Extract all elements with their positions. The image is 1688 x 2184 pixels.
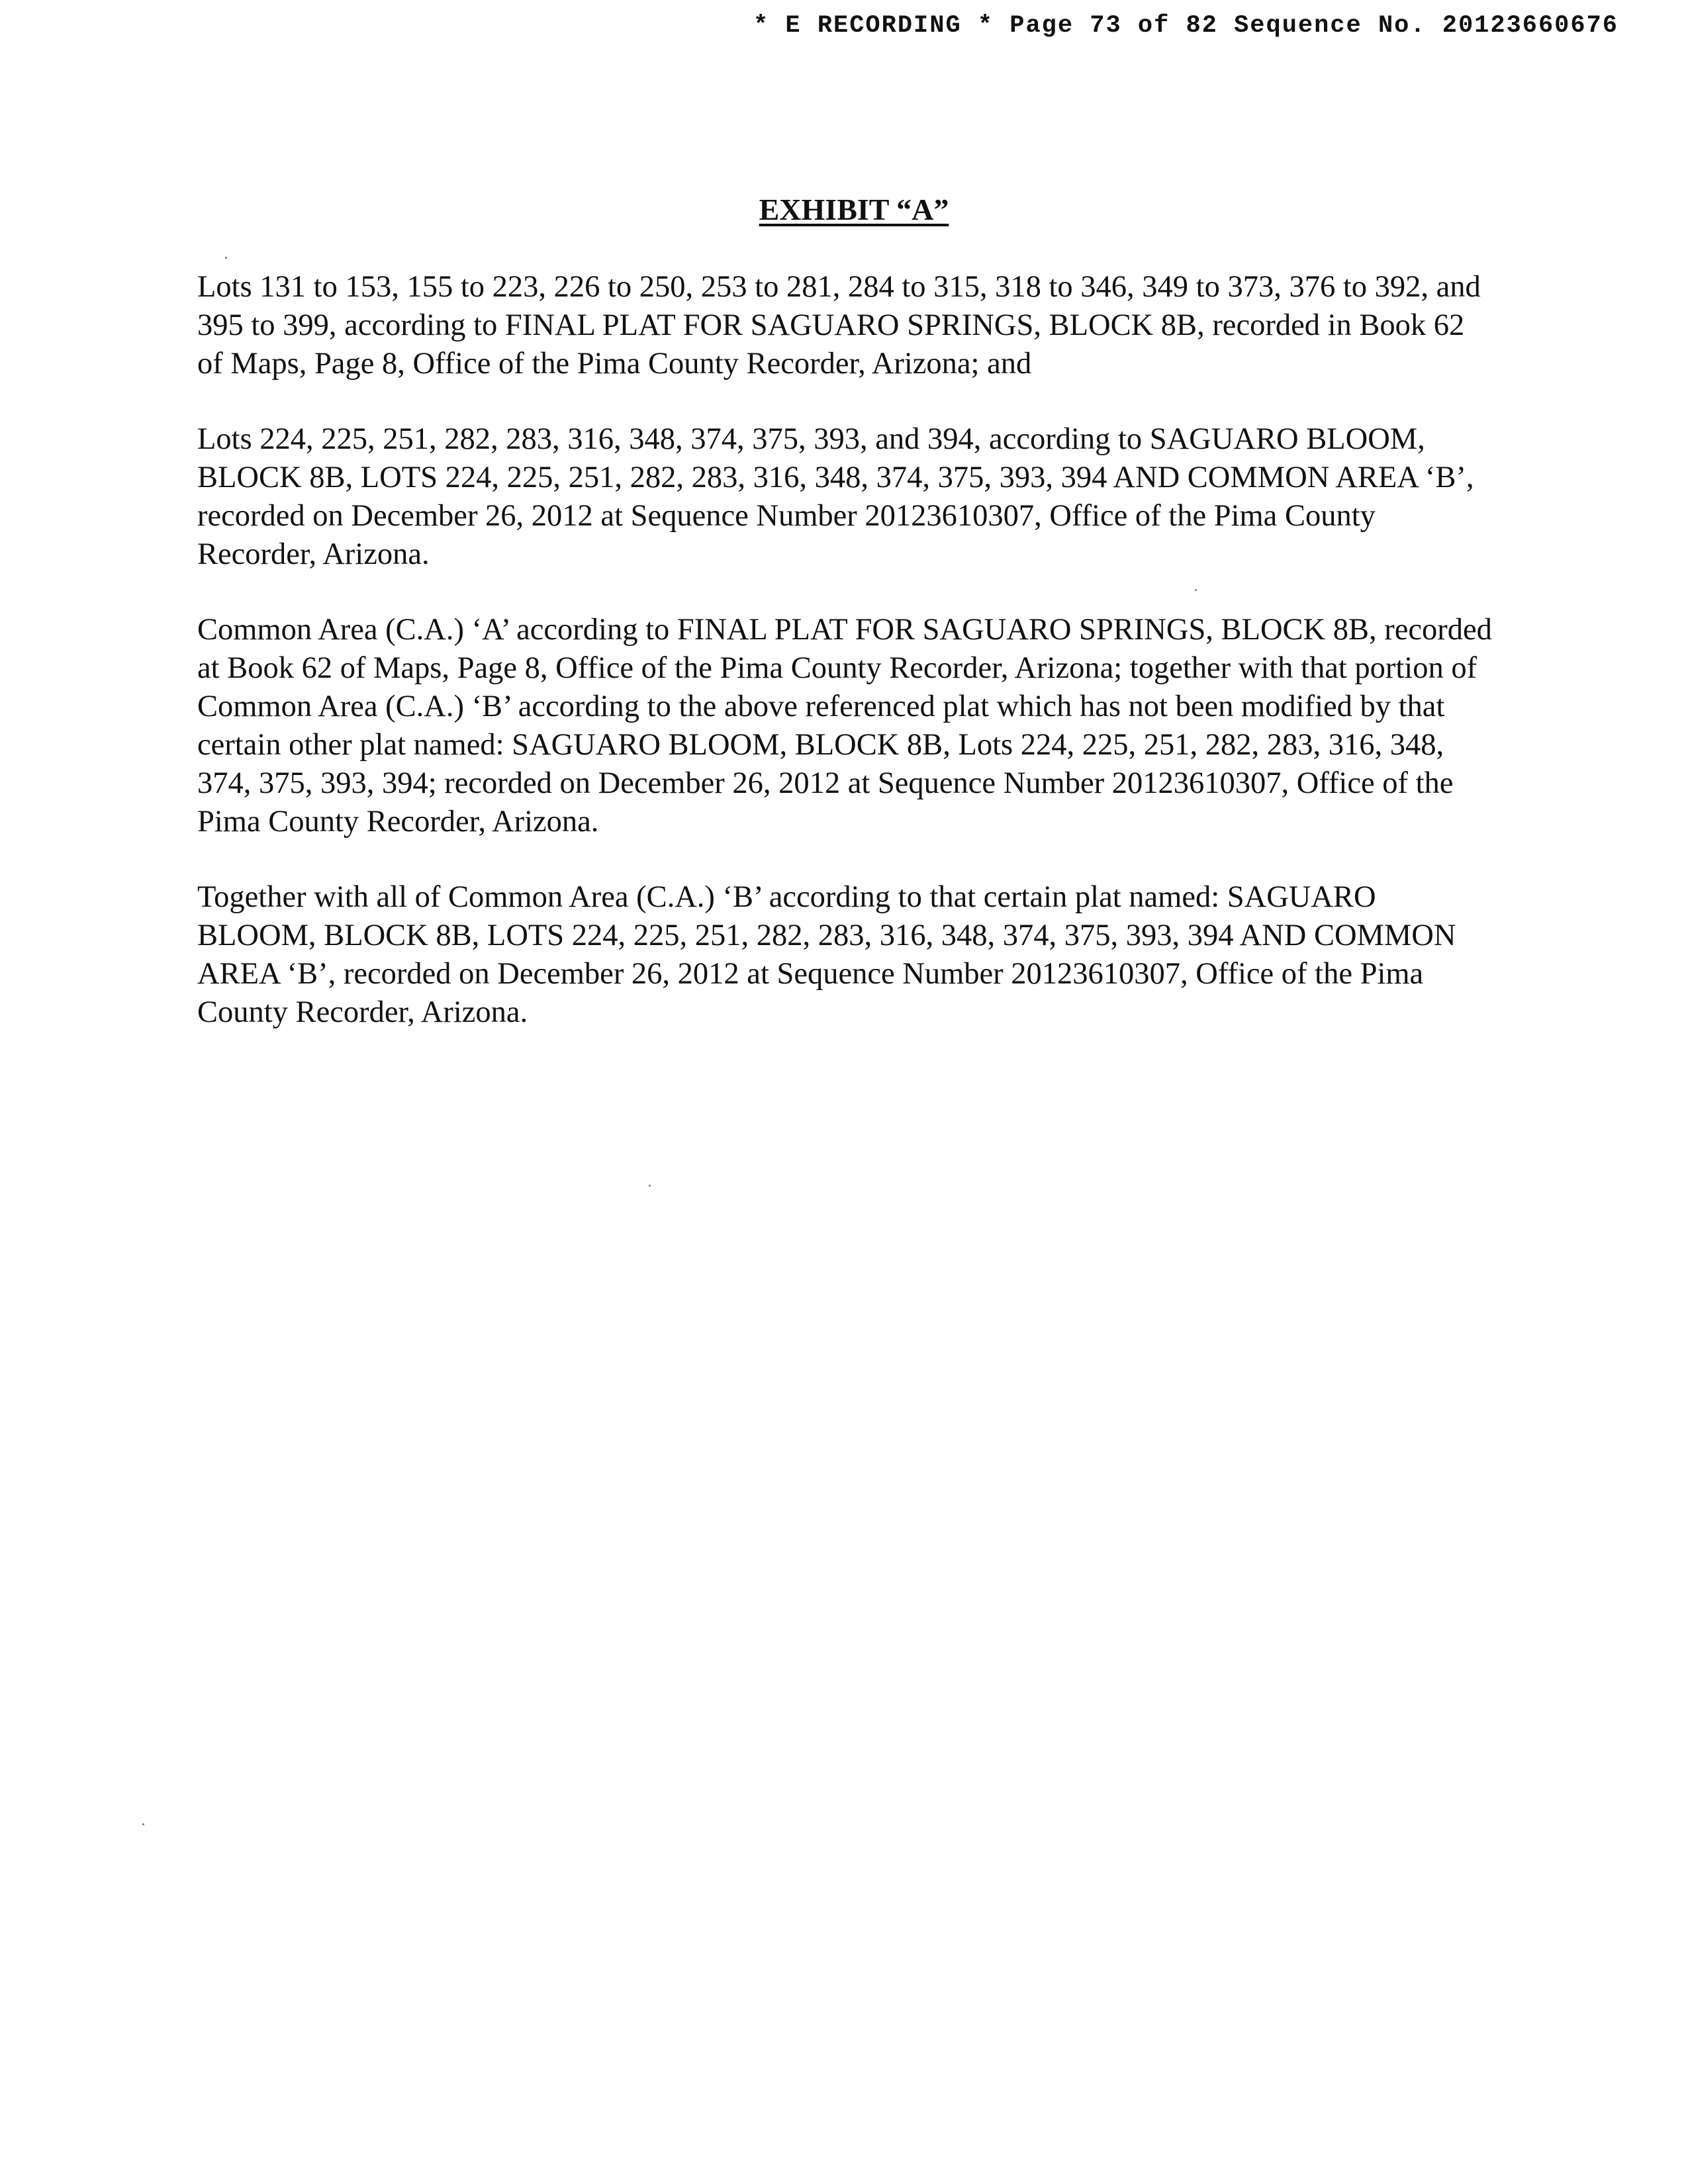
paragraph-lots-final-plat: Lots 131 to 153, 155 to 223, 226 to 250, 253 to 281, 284 to 315, 318 to 346, 349 to 373, 376 to 392, and 395 to 399, according to FINAL PLAT FOR SAGUARO SPRINGS, BLOCK 8B, recorded in Book 62 of Maps, Page 8, Office of the Pima County Recorder, Arizona; and <box>197 270 1481 381</box>
paragraph-common-area-b: Together with all of Common Area (C.A.) ‘B’ according to that certain plat named: SAGUARO BLOOM, BLOCK 8B, LOTS 224, 225, 251, 282, 283, 316, 348, 374, 375, 393, 394 AND COMMON AREA ‘B’, recorded on December 26, 2012 at Sequence Number 20123610307, Office of the Pima County Recorder, Arizona. <box>197 880 1456 1029</box>
scan-speck <box>142 1823 144 1825</box>
exhibit-title: EXHIBIT “A” <box>759 193 949 226</box>
scan-speck <box>225 257 227 259</box>
recording-header: * E RECORDING * Page 73 of 82 Sequence No. 20123660676 <box>753 12 1618 40</box>
paragraph-common-area-a: Common Area (C.A.) ‘A’ according to FINAL PLAT FOR SAGUARO SPRINGS, BLOCK 8B, recorded at Book 62 of Maps, Page 8, Office of the Pima County Recorder, Arizona; together with that portion of Common Area (C.A.) ‘B’ according to the above referenced plat which has not been modified by that certain other plat named: SAGUARO BLOOM, BLOCK 8B, Lots 224, 225, 251, 282, 283, 316, 348, 374, 375, 393, 394; recorded on December 26, 2012 at Sequence Number 20123610307, Office of the Pima County Recorder, Arizona. <box>197 613 1492 839</box>
scan-speck <box>1195 589 1197 591</box>
scan-speck <box>649 1185 651 1187</box>
paragraph-lots-saguaro-bloom: Lots 224, 225, 251, 282, 283, 316, 348, 374, 375, 393, and 394, according to SAGUARO BLOOM, BLOCK 8B, LOTS 224, 225, 251, 282, 283, 316, 348, 374, 375, 393, 394 AND COMMON AREA ‘B’, recorded on December 26, 2012 at Sequence Number 20123610307, Office of the Pima County Recorder, Arizona. <box>197 422 1474 571</box>
legal-description <box>197 268 1495 1069</box>
